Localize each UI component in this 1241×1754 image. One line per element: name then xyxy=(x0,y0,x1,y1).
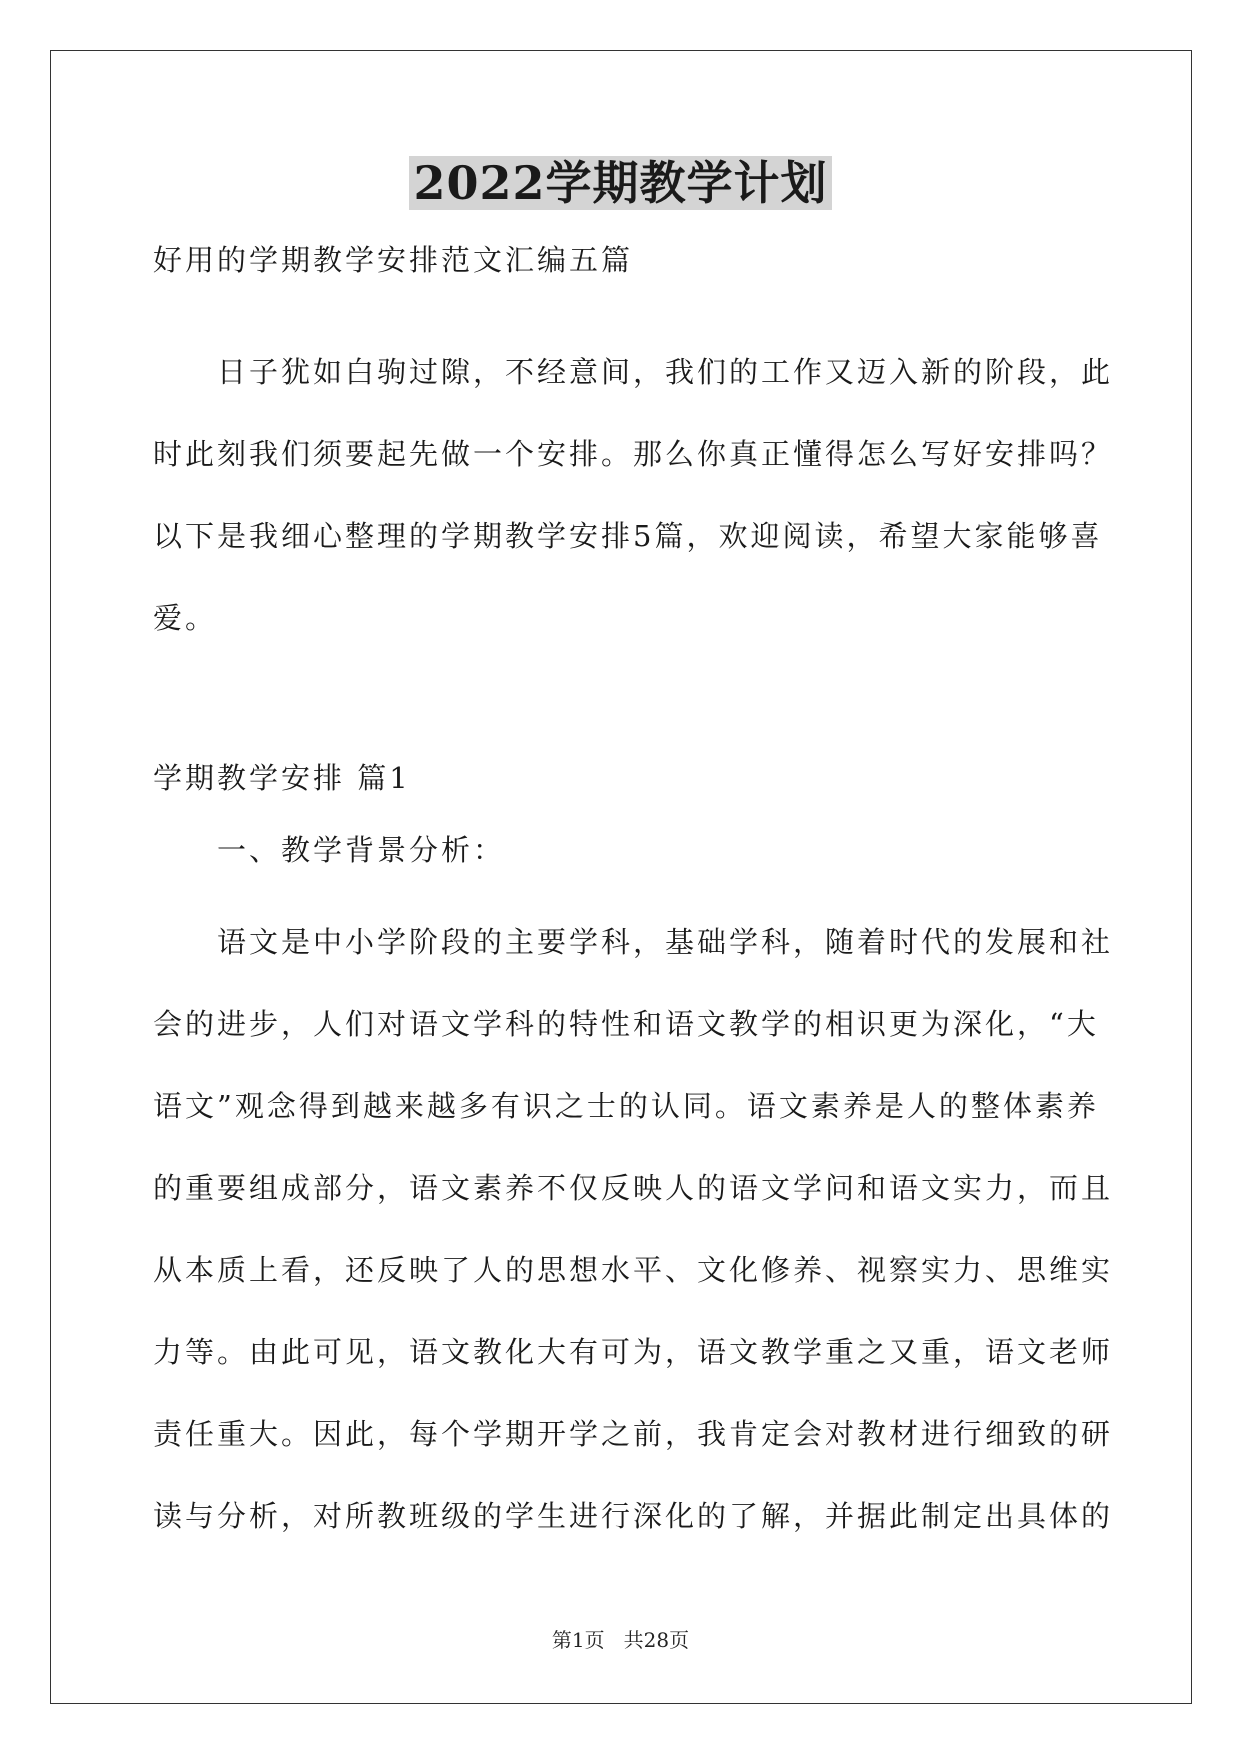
paragraph-line: 会的进步，人们对语文学科的特性和语文教学的相识更为深化，“大 xyxy=(153,1007,1099,1041)
paragraph-line: 力等。由此可见，语文教化大有可为，语文教学重之又重，语文老师 xyxy=(153,1335,1114,1369)
paragraph-line: 日子犹如白驹过隙，不经意间，我们的工作又迈入新的阶段，此 xyxy=(217,355,1114,389)
paragraph-line: 从本质上看，还反映了人的思想水平、文化修养、视察实力、思维实 xyxy=(153,1253,1114,1287)
document-title xyxy=(0,148,1241,218)
sub-heading xyxy=(153,830,1093,870)
paragraph-line: 语文”观念得到越来越多有识之士的认同。语文素养是人的整体素养 xyxy=(153,1089,1099,1123)
sub-heading-text: 一、教学背景分析： xyxy=(217,833,506,867)
paragraph-line: 责任重大。因此，每个学期开学之前，我肯定会对教材进行细致的研 xyxy=(153,1417,1114,1451)
paragraph-line: 爱。 xyxy=(153,601,218,635)
document-subtitle: 好用的学期教学安排范文汇编五篇 xyxy=(153,243,634,277)
section-heading: 学期教学安排 篇1 xyxy=(153,761,411,795)
paragraph-line: 的重要组成部分，语文素养不仅反映人的语文学问和语文实力，而且 xyxy=(153,1171,1114,1205)
paragraph-line: 以下是我细心整理的学期教学安排5篇，欢迎阅读，希望大家能够喜 xyxy=(153,519,1103,553)
intro-paragraph xyxy=(153,331,1114,659)
paragraph-line: 时此刻我们须要起先做一个安排。那么你真正懂得怎么写好安排吗？ xyxy=(153,437,1114,471)
paragraph-line: 语文是中小学阶段的主要学科，基础学科，随着时代的发展和社 xyxy=(217,925,1114,959)
page-footer: 第1页 共28页 xyxy=(551,1628,690,1652)
paragraph-line: 读与分析，对所教班级的学生进行深化的了解，并据此制定出具体的 xyxy=(153,1499,1114,1533)
body-paragraph xyxy=(153,901,1114,1557)
document-title-text: 2022学期教学计划 xyxy=(409,156,831,210)
